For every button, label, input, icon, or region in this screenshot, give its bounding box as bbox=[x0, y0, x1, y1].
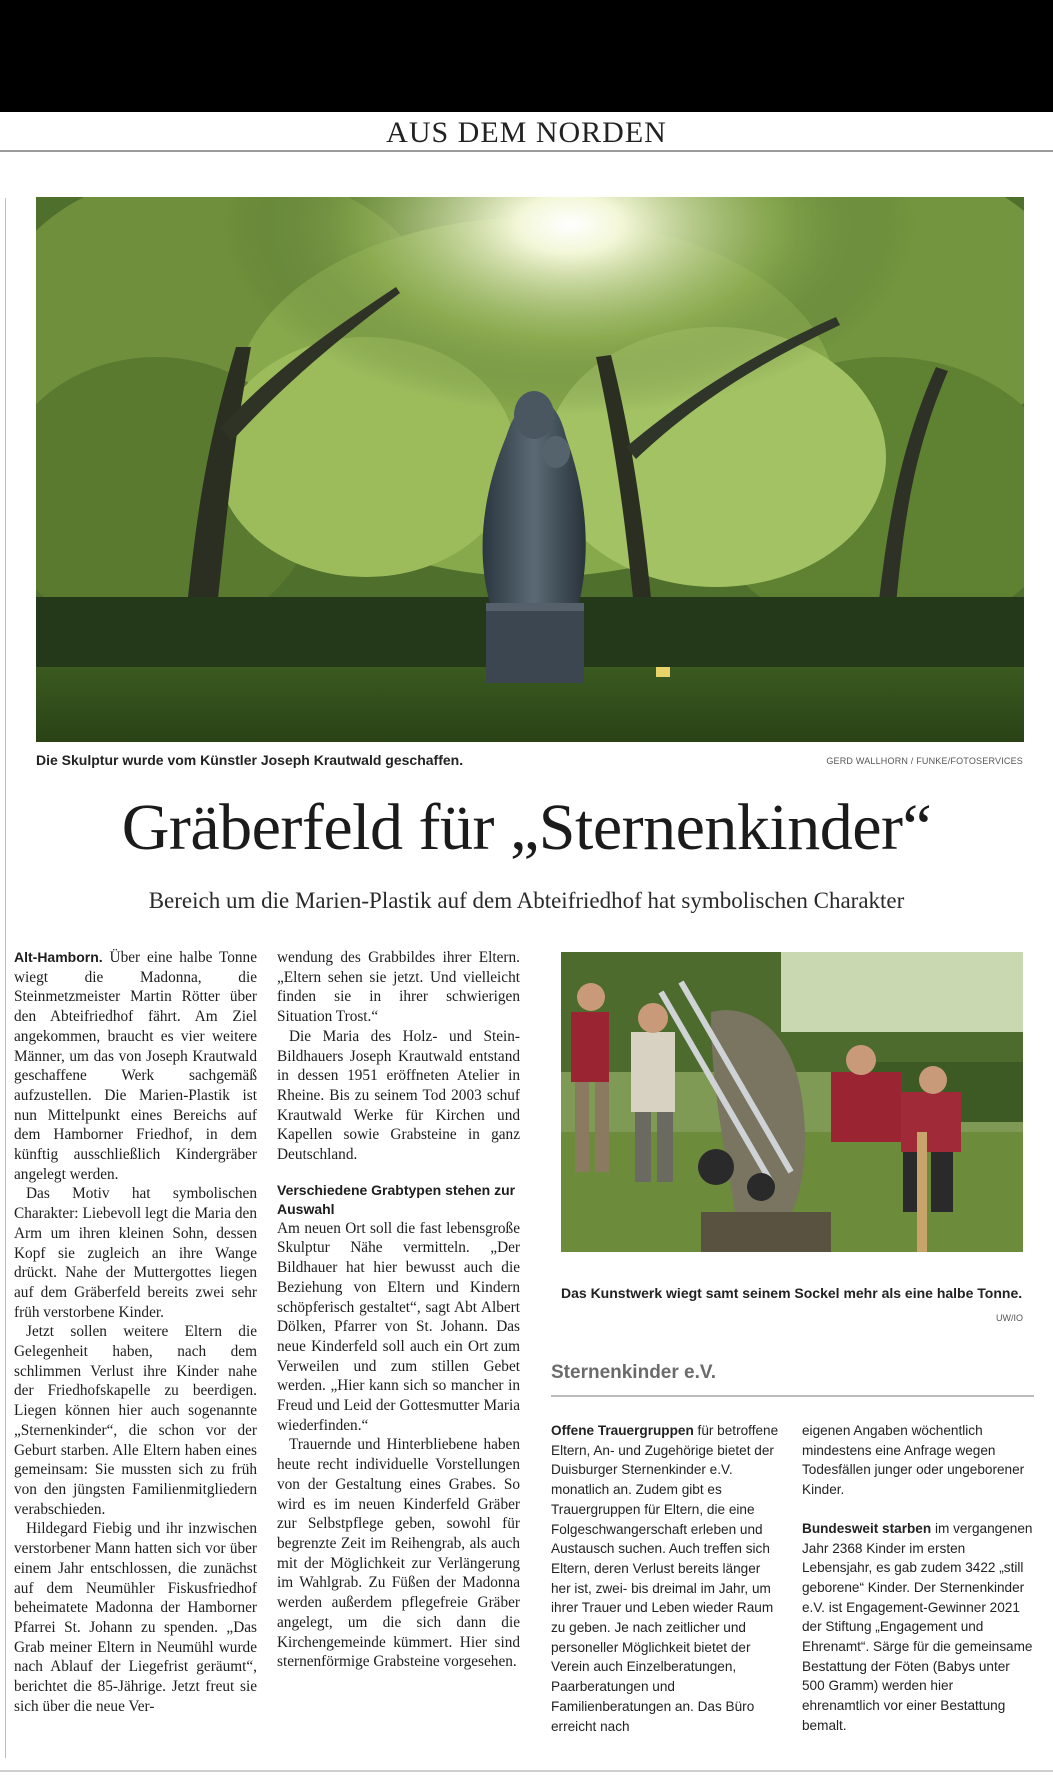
subheadline: Bereich um die Marien-Plastik auf dem Abteifriedhof hat symbolischen Charakter bbox=[148, 888, 905, 913]
installation-photo bbox=[561, 952, 1023, 1252]
infobox-paragraph: eigenen Angaben wöchentlich mindestens eine Anfrage wegen Todesfällen junger oder ungeborener Kinder. bbox=[802, 1423, 1025, 1498]
infobox-column-1 bbox=[551, 1421, 781, 1736]
infobox-rule bbox=[551, 1395, 1034, 1397]
headline: Gräberfeld für „Sternenkinder“ bbox=[121, 791, 932, 864]
main-photo-credit: GERD WALLHORN / FUNKE/FOTOSERVICES bbox=[826, 756, 1023, 766]
infobox-title: Sternenkinder e.V. bbox=[551, 1362, 717, 1383]
article-subhead: Verschiedene Grabtypen stehen zur Auswahl bbox=[277, 1181, 516, 1217]
top-black-bar bbox=[0, 0, 1053, 112]
infobox-lead: Bundesweit starben bbox=[802, 1520, 932, 1536]
article-paragraph: Jetzt sollen weitere Eltern die Gelegenheit haben, nach dem schlimmen Verlust ihre Kinder nahe der Friedhofskapelle zu beerdigen. Liegen können hier auch sogenannte „Sternenkinder“, die schon vor der Geburt starben. Alle Eltern haben eines gemeinsam: Sie mussten sich zu früh von den jüngsten Familienmitgliedern verabschieden. bbox=[14, 1323, 257, 1518]
main-photo bbox=[36, 197, 1024, 742]
article-paragraph: Trauernde und Hinterbliebene haben heute recht individuelle Vorstellungen von der Gestaltung eines Grabes. So wird es im neuen Kinderfeld Gräber zur Selbstpflege geben, sowohl für begrenzte Zeit im Reihengrab, als auch mit der Möglichkeit zur Verlängerung im Wahlgrab. Zu Füßen der Madonna werden außerdem pflegefreie Gräber angelegt, um die sich dann die Kirchengemeinde kümmert. Hier sind sternenförmige Grabsteine vorgesehen. bbox=[277, 1436, 520, 1671]
dateline: Alt-Hamborn. bbox=[14, 949, 103, 965]
article-column-2 bbox=[277, 948, 520, 1672]
article-paragraph: Hildegard Fiebig und ihr inzwischen verstorbener Mann hatten sich vor über einem Jahr entschlossen, die zunächst auf dem Neumühler Fiskusfriedhof beheimatete Madonna der Hamborner Pfarrei St. Johann zu spenden. „Das Grab meiner Eltern in Neumühl wurde nach Ablauf der Liegefrist geräumt“, berichtet die 85-Jährige. Jetzt freut sie sich über die neue Ver- bbox=[14, 1520, 257, 1715]
section-header bbox=[0, 112, 1053, 152]
article-paragraph: Alt-Hamborn. Über eine halbe Tonne wiegt die Madonna, die Steinmetzmeister Martin Rötter über den Abteifriedhof fährt. Am Ziel angekommen, braucht es vier weitere Männer, um das von Joseph Krautwald geschaffene Werk sachgemäß aufzustellen. Die Marien-Plastik ist nun Mittelpunkt eines Bereichs auf dem Hamborner Friedhof, in dem künftig ausschließlich Kindergräber angelegt werden. bbox=[14, 949, 257, 1183]
article-paragraph: Das Motiv hat symbolischen Charakter: Liebevoll legt die Maria den Arm um ihren kleinen Sohn, dessen Kopf sie zugleich an ihre Wange drückt. Nahe der Muttergottes liegen auf dem Gräberfeld bereits zwei sehr früh verstorbene Kinder. bbox=[14, 1185, 257, 1321]
madonna-sculpture-image bbox=[36, 197, 1024, 742]
infobox-column-2 bbox=[802, 1421, 1034, 1736]
article-paragraph: Am neuen Ort soll die fast lebensgroße Skulptur Nähe vermitteln. „Der Bildhauer hat hier bewusst auch die Beziehung von Eltern und Kindern schöpferisch gestaltet“, sagt Abt Albert Dölken, Pfarrer von St. Johann. Das neue Kinderfeld soll auch ein Ort zum Verweilen und zum stillen Gebet werden. „Hier kann sich so mancher in Freud und Leid der Gottesmutter Maria wiederfinden.“ bbox=[277, 1219, 520, 1434]
bottom-rule bbox=[0, 1770, 1053, 1772]
infobox-paragraph: Offene Trauergruppen für betroffene Eltern, An- und Zugehörige bietet der Duisburger Sternenkinder e.V. monatlich an. Zudem gibt es Trauergruppen für Eltern, die eine Folgeschwangerschaft erleben und Austausch suchen. Auch treffen sich Eltern, deren Verlust bereits länger her ist, zwei- bis dreimal im Jahr, um ihrer Trauer und Leben wieder Raum zu geben. Je nach zeitlicher und personeller Möglichkeit bietet der Verein auch Einzelberatungen, Paarberatungen und Familienberatungen an. Das Büro erreicht nach bbox=[551, 1423, 779, 1734]
installation-photo-caption: Das Kunstwerk wiegt samt seinem Sockel mehr als eine halbe Tonne. bbox=[561, 1285, 1023, 1301]
article-paragraph: wendung des Grabbildes ihrer Eltern. „Eltern sehen sie jetzt. Und vielleicht finden sie in ihrer schwierigen Situation Trost.“ bbox=[277, 949, 520, 1026]
workers-installing-sculpture-image bbox=[561, 952, 1023, 1252]
section-rule bbox=[0, 150, 1053, 152]
installation-photo-credit: UW/IO bbox=[996, 1313, 1023, 1323]
page-margin-rule bbox=[5, 198, 6, 1758]
main-photo-caption: Die Skulptur wurde vom Künstler Joseph Krautwald geschaffen. bbox=[36, 752, 464, 768]
section-title: AUS DEM NORDEN bbox=[386, 116, 667, 149]
article-paragraph: Die Maria des Holz- und Stein-Bildhauers Joseph Krautwald entstand in dessen 1951 eröffneten Atelier in Rheine. Bis zu seinem Tod 2003 schuf Krautwald Werke für Kirchen und Kapellen sowie Grabsteine in ganz Deutschland. bbox=[277, 1027, 520, 1164]
infobox-paragraph: Bundesweit starben im vergangenen Jahr 2368 Kinder im ersten Lebensjahr, es gab zudem 3422 „still geborene“ Kinder. Der Sternenkinder e.V. ist Engagement-Gewinner 2021 der Stiftung „Engagement und Ehrenamt“. Särge für die gemeinsame Bestattung der Föten (Babys unter 500 Gramm) werden hier ehrenamtlich vor einer Bestattung bemalt. bbox=[802, 1520, 1033, 1733]
infobox-lead: Offene Trauergruppen bbox=[551, 1423, 694, 1438]
article-column-1 bbox=[14, 948, 257, 1716]
